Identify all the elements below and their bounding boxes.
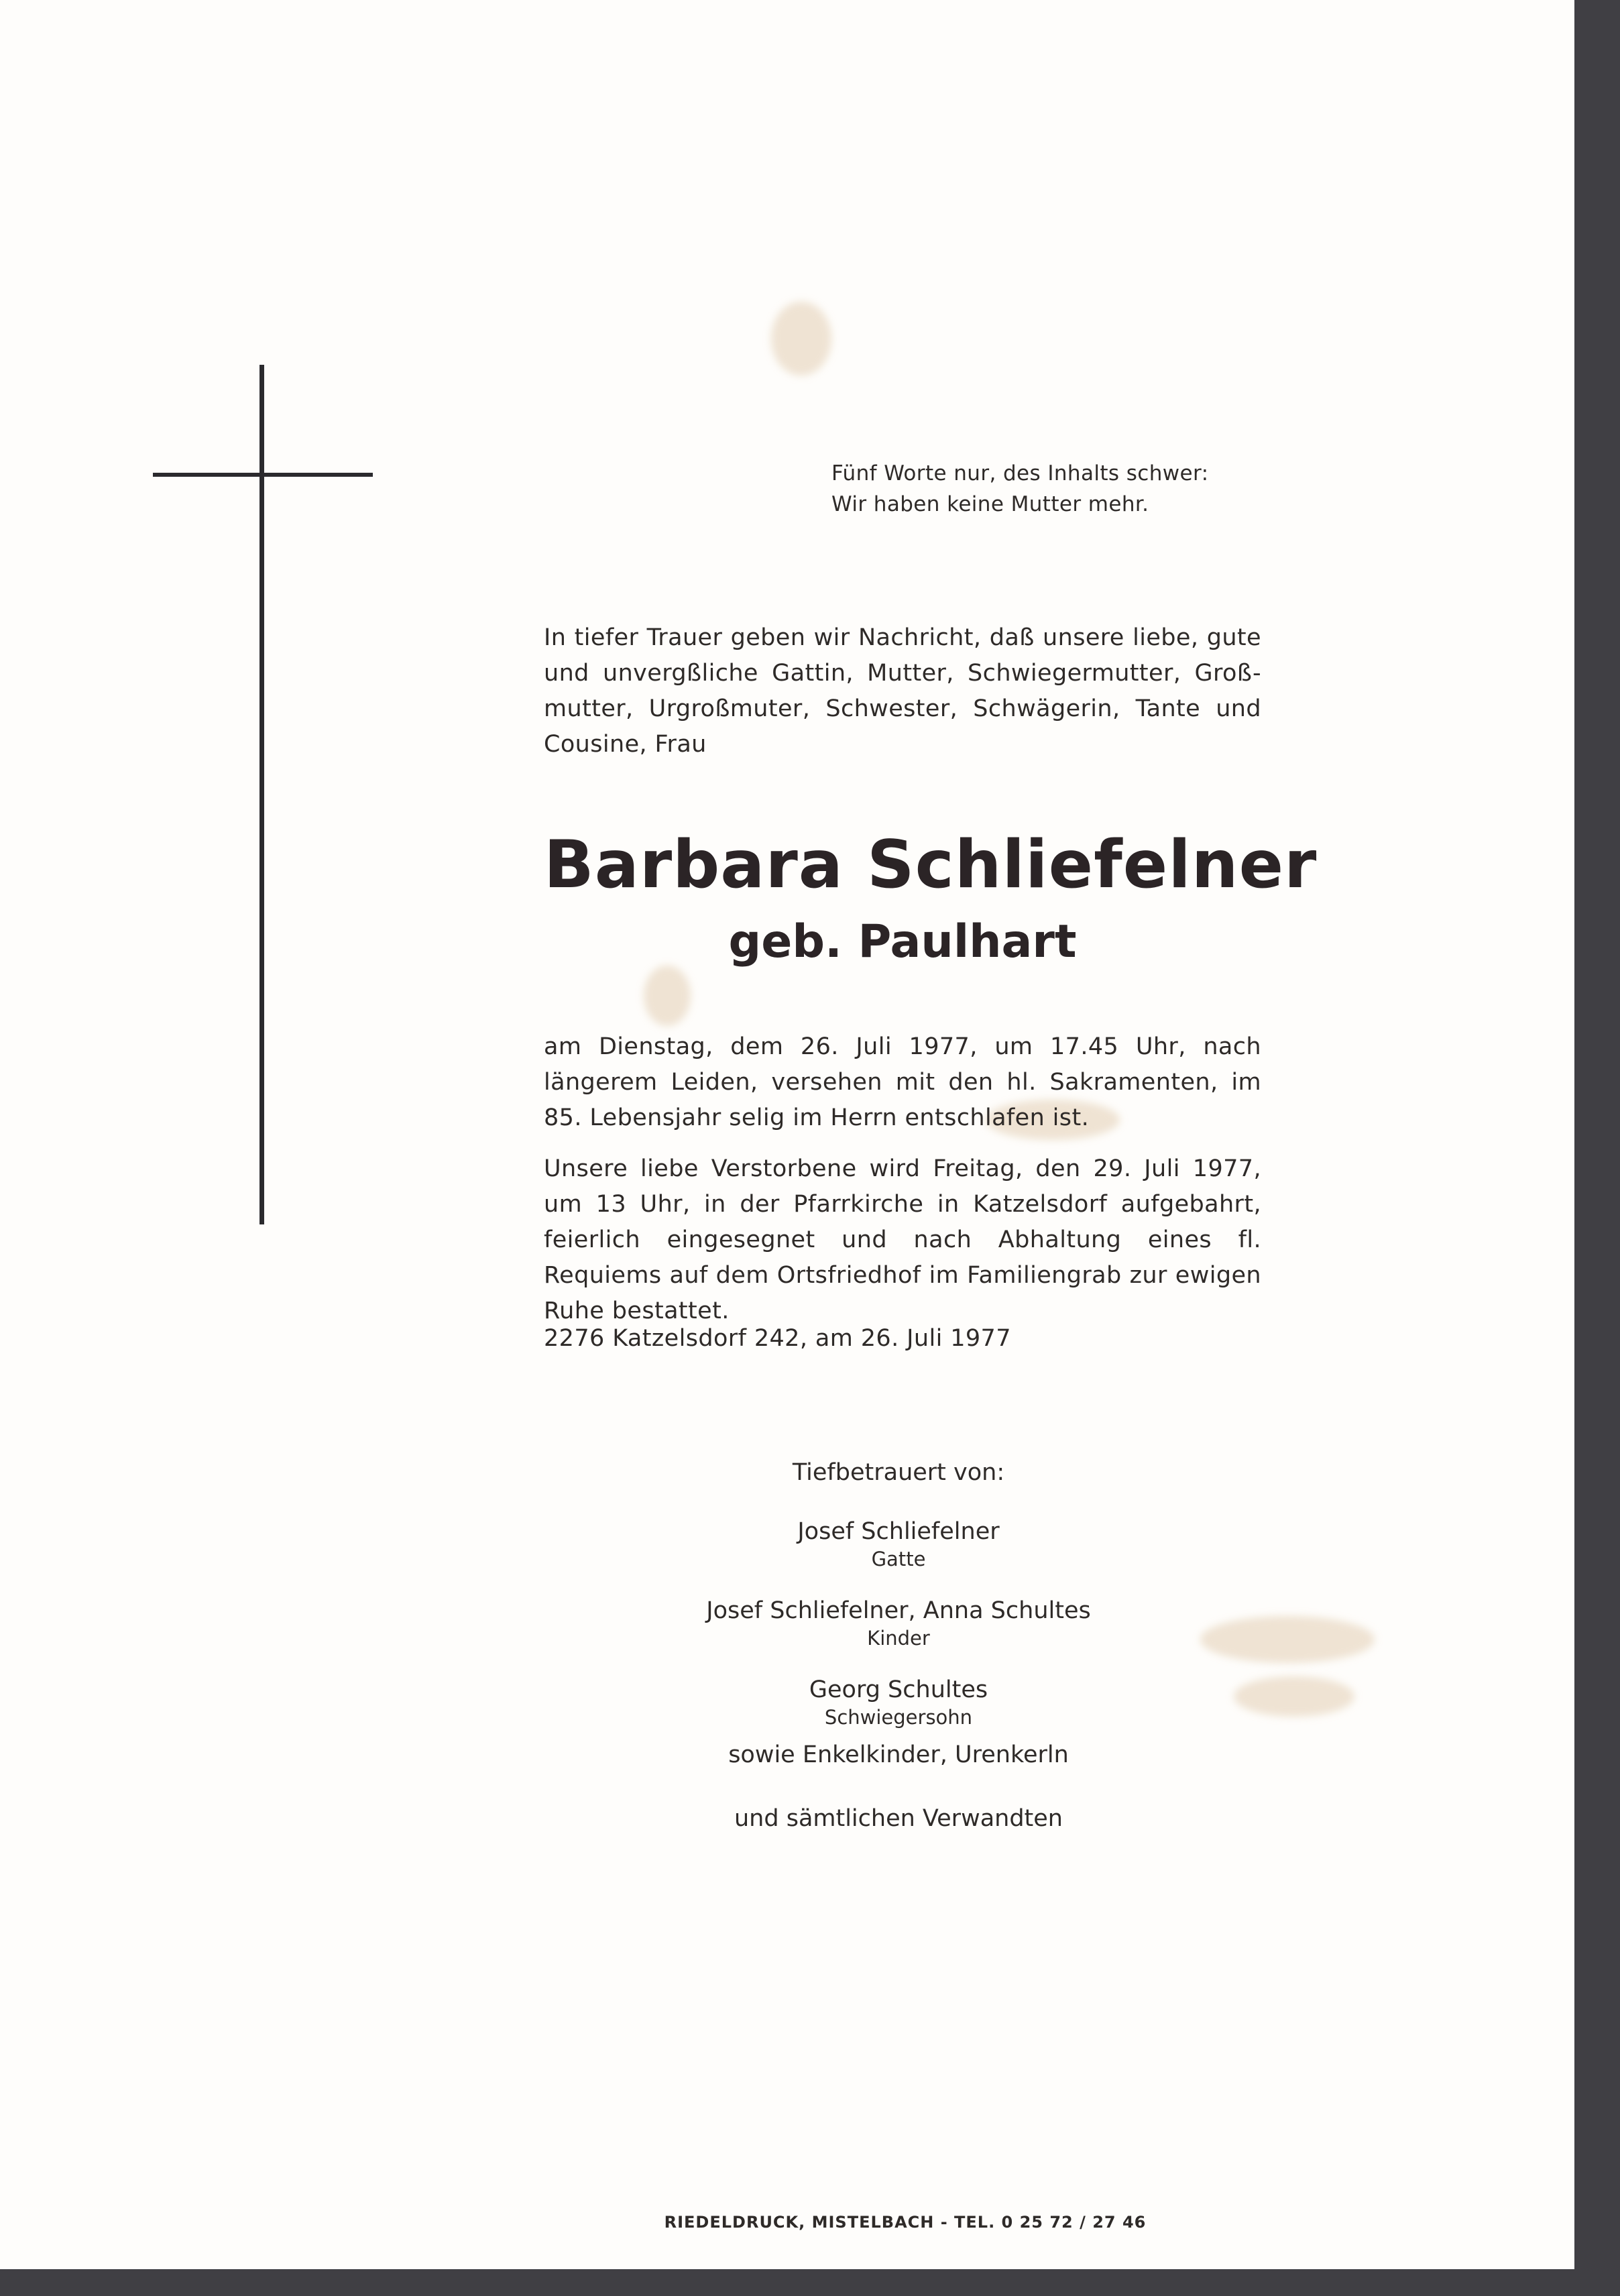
paper-stain xyxy=(644,966,691,1026)
intro-paragraph: In tiefer Trauer geben wir Nachricht, daß unsere liebe, gute und unvergßliche Gattin, Mutter, Schwiegermutter, Groß-mutter, Urgroßmuter, Schwester, Schwägerin, Tante und Cousine, Frau xyxy=(544,624,1261,758)
paper-stain xyxy=(1234,1676,1354,1717)
mourners-list xyxy=(671,1455,1126,1865)
mourner-names: Josef Schliefelner xyxy=(797,1518,1000,1545)
motto-line-2: Wir haben keine Mutter mehr. xyxy=(831,492,1149,516)
motto-line-1: Fünf Worte nur, des Inhalts schwer: xyxy=(831,461,1209,485)
printer-imprint: RIEDELDRUCK, MISTELBACH - TEL. 0 25 72 / 27 46 xyxy=(664,2213,1147,2232)
scan-border-right xyxy=(1574,0,1620,2296)
mourner-relation: Kinder xyxy=(867,1627,930,1650)
place-and-date: 2276 Katzelsdorf 242, am 26. Juli 1977 xyxy=(544,1325,1011,1352)
mourner-names: Josef Schliefelner, Anna Schultes xyxy=(706,1597,1091,1624)
cross-icon-vertical xyxy=(259,365,264,1224)
funeral-notice-paragraph: Unsere liebe Verstorbene wird Freitag, den 29. Juli 1977, um 13 Uhr, in der Pfarrkirche in Katzelsdorf aufgebahrt, feierlich eingesegnet und nach Abhaltung eines fl. Requiems auf dem Ortsfriedhof im Familiengrab zur ewigen Ruhe bestattet. xyxy=(544,1155,1261,1324)
mourners-grandchildren: sowie Enkelkinder, Urenkerln xyxy=(728,1741,1069,1768)
mourner-relation: Gatte xyxy=(871,1548,926,1570)
mourners-heading: Tiefbetrauert von: xyxy=(792,1459,1005,1486)
motto xyxy=(831,458,1234,520)
paper-stain xyxy=(771,302,831,376)
deceased-name: Barbara Schliefelner xyxy=(544,827,1318,903)
death-notice-paragraph: am Dienstag, dem 26. Juli 1977, um 17.45 Uhr, nach längerem Leiden, versehen mit den hl. Sakramenten, im 85. Lebensjahr selig im Herrn entschlafen ist. xyxy=(544,1033,1261,1131)
mourner-relation: Schwiegersohn xyxy=(824,1706,973,1729)
mourner-names: Georg Schultes xyxy=(809,1676,988,1703)
scan-border-bottom xyxy=(0,2269,1620,2296)
mourners-relatives: und sämtlichen Verwandten xyxy=(734,1805,1063,1832)
paper-stain xyxy=(1200,1616,1375,1663)
maiden-name: geb. Paulhart xyxy=(728,915,1077,968)
cross-icon-horizontal xyxy=(153,473,373,477)
